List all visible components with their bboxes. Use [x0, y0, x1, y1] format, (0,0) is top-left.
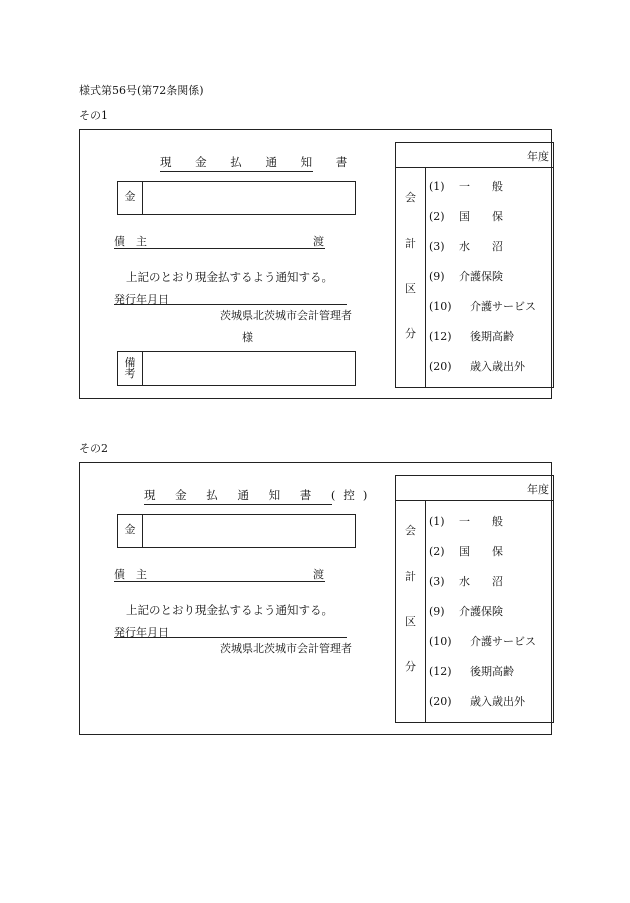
account-item[interactable]: [429, 328, 514, 344]
item-name: 水 沼: [459, 240, 503, 253]
form-title: 現 金 払 通 知 書: [160, 154, 313, 172]
creditor-char-3: 渡: [313, 568, 324, 581]
issue-date-line[interactable]: [114, 291, 347, 305]
item-code: (12): [429, 330, 452, 343]
item-name: 水 沼: [459, 575, 503, 588]
kubun-char-4: 分: [405, 327, 416, 340]
form-section-2: [79, 462, 552, 735]
kubun-char-2: 計: [405, 570, 416, 583]
remarks-char-2: 考: [124, 367, 136, 380]
account-item[interactable]: [429, 358, 525, 374]
account-panel: [395, 475, 554, 723]
amount-box[interactable]: [117, 514, 356, 548]
section-1-label: その1: [79, 109, 108, 122]
account-item[interactable]: [429, 513, 503, 529]
creditor-char-2: 主: [136, 568, 147, 581]
account-item[interactable]: [429, 693, 525, 709]
item-code: (10): [429, 635, 452, 648]
item-name: 歳入歳出外: [459, 360, 525, 373]
issue-date-line[interactable]: [114, 624, 347, 638]
account-panel: [395, 142, 554, 388]
account-category-label: [396, 167, 426, 387]
creditor-char-2: 主: [136, 235, 147, 248]
issuer: 茨城県北茨城市会計管理者: [220, 642, 352, 655]
issue-date-label: 発行年月日: [114, 293, 169, 306]
account-item[interactable]: [429, 573, 503, 589]
item-code: (9): [429, 270, 445, 283]
item-code: (20): [429, 695, 452, 708]
item-name: 介護保険: [459, 605, 503, 618]
amount-label: 金: [118, 515, 143, 547]
item-name: 介護サービス: [459, 635, 536, 648]
item-code: (3): [429, 240, 445, 253]
item-name: 後期高齢: [459, 665, 514, 678]
issuer: 茨城県北茨城市会計管理者: [220, 309, 352, 322]
kubun-char-2: 計: [405, 237, 416, 250]
kubun-char-3: 区: [405, 282, 416, 295]
item-code: (3): [429, 575, 445, 588]
form-number: 様式第56号(第72条関係): [79, 84, 204, 97]
section-2-label: その2: [79, 442, 108, 455]
account-item[interactable]: [429, 238, 503, 254]
item-code: (10): [429, 300, 452, 313]
item-name: 一 般: [459, 515, 503, 528]
item-name: 介護サービス: [459, 300, 536, 313]
remarks-char-1: 備: [124, 356, 136, 369]
fiscal-year-label: 年度: [527, 483, 549, 496]
creditor-char-1: 債: [114, 235, 125, 248]
issue-date-label: 発行年月日: [114, 626, 169, 639]
fiscal-year-cell[interactable]: [396, 143, 553, 168]
item-name: 介護保険: [459, 270, 503, 283]
item-code: (2): [429, 545, 445, 558]
account-item[interactable]: [429, 208, 503, 224]
account-item[interactable]: [429, 603, 503, 619]
creditor-char-1: 債: [114, 568, 125, 581]
account-item[interactable]: [429, 543, 503, 559]
item-name: 後期高齢: [459, 330, 514, 343]
creditor-char-3: 渡: [313, 235, 324, 248]
kubun-char-3: 区: [405, 615, 416, 628]
honorific: 様: [242, 331, 253, 344]
item-code: (20): [429, 360, 452, 373]
fiscal-year-cell[interactable]: [396, 476, 553, 501]
account-item[interactable]: [429, 298, 536, 314]
kubun-char-1: 会: [405, 524, 416, 537]
notice-text: 上記のとおり現金払するよう通知する。: [126, 603, 333, 617]
account-item[interactable]: [429, 633, 536, 649]
item-code: (1): [429, 180, 445, 193]
account-item[interactable]: [429, 663, 514, 679]
account-category-label: [396, 500, 426, 722]
item-name: 一 般: [459, 180, 503, 193]
form-title: 現 金 払 通 知 書 (控): [144, 487, 332, 505]
fiscal-year-label: 年度: [527, 150, 549, 163]
creditor-line[interactable]: [114, 233, 325, 249]
kubun-char-1: 会: [405, 191, 416, 204]
amount-label: 金: [118, 182, 143, 214]
kubun-char-4: 分: [405, 660, 416, 673]
account-item[interactable]: [429, 178, 503, 194]
item-name: 国 保: [459, 545, 503, 558]
notice-text: 上記のとおり現金払するよう通知する。: [126, 270, 333, 284]
amount-box[interactable]: [117, 181, 356, 215]
item-code: (2): [429, 210, 445, 223]
remarks-box[interactable]: [117, 351, 356, 386]
item-name: 国 保: [459, 210, 503, 223]
account-item[interactable]: [429, 268, 503, 284]
item-name: 歳入歳出外: [459, 695, 525, 708]
item-code: (9): [429, 605, 445, 618]
item-code: (1): [429, 515, 445, 528]
form-section-1: [79, 129, 552, 399]
item-code: (12): [429, 665, 452, 678]
creditor-line[interactable]: [114, 566, 325, 582]
remarks-label: [118, 352, 143, 385]
